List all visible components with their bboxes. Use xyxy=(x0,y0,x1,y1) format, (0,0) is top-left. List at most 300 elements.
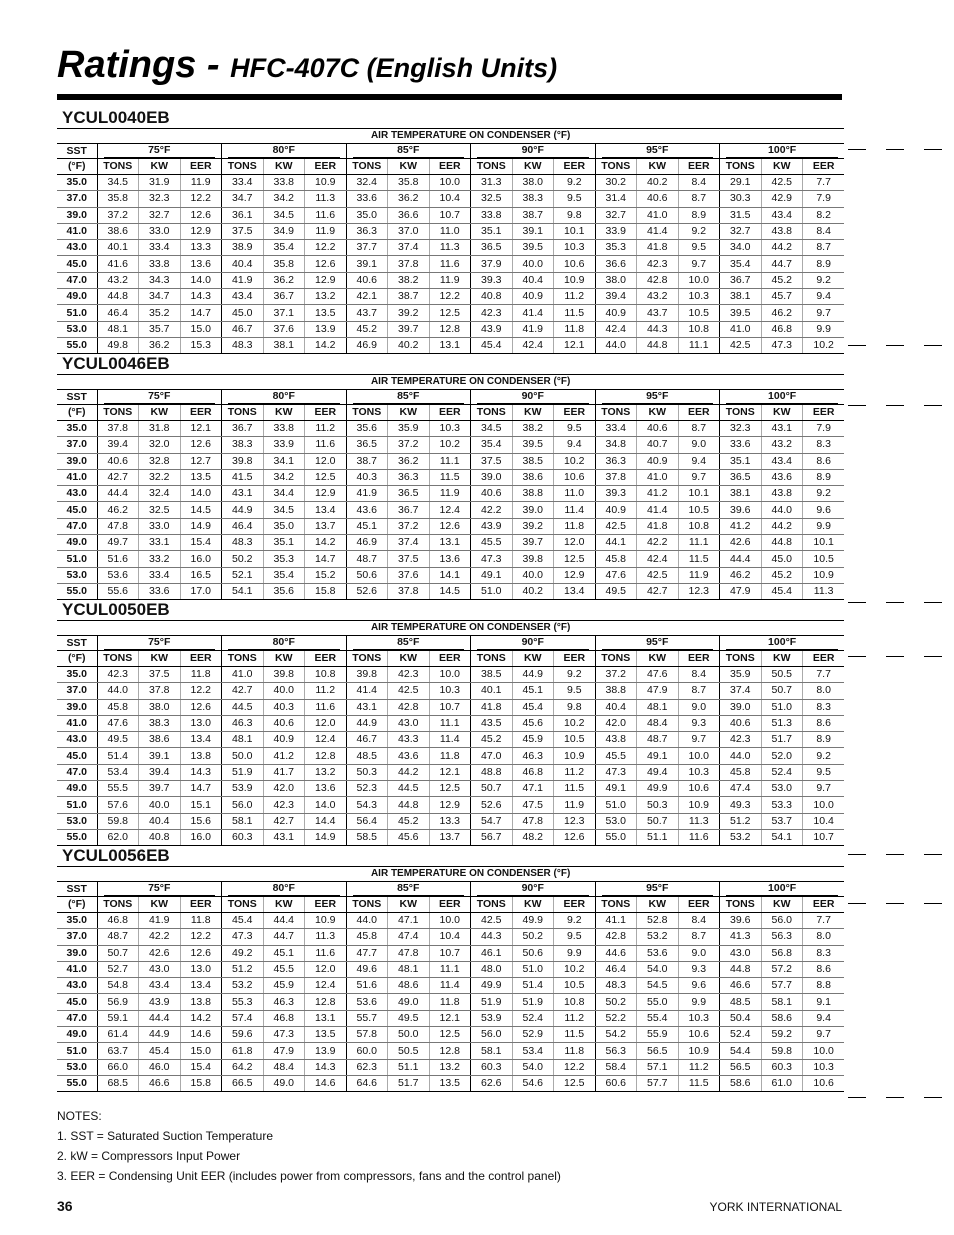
temp-group-header: 80°F xyxy=(222,390,347,405)
column-header: TONS xyxy=(720,405,762,421)
ratings-table xyxy=(57,129,844,354)
table-cell: 39.0 xyxy=(720,699,762,715)
table-cell: 12.0 xyxy=(305,453,347,469)
table-cell: 49.5 xyxy=(388,1010,430,1026)
table-cell: 38.0 xyxy=(512,175,554,191)
table-cell: 44.0 xyxy=(720,748,762,764)
table-cell: 42.6 xyxy=(139,945,181,961)
table-cell: 52.3 xyxy=(346,781,388,797)
table-cell: 40.6 xyxy=(471,486,513,502)
table-cell: 13.5 xyxy=(429,1075,471,1091)
table-cell: 13.5 xyxy=(305,1027,347,1043)
table-cell: 40.6 xyxy=(346,272,388,288)
table-cell: 8.7 xyxy=(678,191,720,207)
sst-cell: 49.0 xyxy=(57,1027,97,1043)
table-cell: 51.4 xyxy=(97,748,139,764)
table-cell: 9.0 xyxy=(678,437,720,453)
table-cell: 40.9 xyxy=(263,732,305,748)
table-cell: 47.9 xyxy=(263,1043,305,1059)
table-cell: 42.8 xyxy=(388,699,430,715)
table-cell: 10.7 xyxy=(803,829,845,845)
table-cell: 13.9 xyxy=(305,1043,347,1059)
table-cell: 39.4 xyxy=(139,764,181,780)
model-heading: YCUL0056EB xyxy=(57,846,844,867)
table-cell: 50.0 xyxy=(222,748,264,764)
title-sub: HFC-407C (English Units) xyxy=(230,53,558,83)
table-cell: 13.6 xyxy=(180,256,222,272)
table-cell: 53.3 xyxy=(761,797,803,813)
table-cell: 48.1 xyxy=(637,699,679,715)
table-cell: 38.5 xyxy=(512,453,554,469)
table-cell: 54.3 xyxy=(346,797,388,813)
table-cell: 43.4 xyxy=(761,207,803,223)
table-cell: 11.2 xyxy=(554,1010,596,1026)
temp-group-header: 95°F xyxy=(595,390,720,405)
table-cell: 51.4 xyxy=(512,978,554,994)
margin-marks xyxy=(848,656,948,658)
table-cell: 45.1 xyxy=(512,683,554,699)
table-cell: 44.0 xyxy=(595,337,637,353)
table-cell: 12.8 xyxy=(429,1043,471,1059)
table-cell: 42.6 xyxy=(720,535,762,551)
table-cell: 62.3 xyxy=(346,1059,388,1075)
table-cell: 13.0 xyxy=(180,961,222,977)
sst-cell: 47.0 xyxy=(57,1010,97,1026)
sst-cell: 53.0 xyxy=(57,321,97,337)
table-cell: 49.5 xyxy=(97,732,139,748)
table-cell: 43.7 xyxy=(346,305,388,321)
table-cell: 11.2 xyxy=(678,1059,720,1075)
table-row xyxy=(57,748,844,764)
table-cell: 34.7 xyxy=(222,191,264,207)
table-cell: 55.7 xyxy=(346,1010,388,1026)
table-cell: 40.9 xyxy=(637,453,679,469)
table-cell: 37.8 xyxy=(388,583,430,599)
table-cell: 33.8 xyxy=(263,421,305,437)
table-cell: 39.5 xyxy=(512,240,554,256)
table-cell: 57.1 xyxy=(637,1059,679,1075)
table-cell: 40.9 xyxy=(512,289,554,305)
table-cell: 52.9 xyxy=(512,1027,554,1043)
table-row xyxy=(57,1075,844,1091)
table-cell: 43.9 xyxy=(471,518,513,534)
column-header: EER xyxy=(678,897,720,913)
table-cell: 12.4 xyxy=(429,502,471,518)
temp-group-header: 95°F xyxy=(595,636,720,651)
table-cell: 48.6 xyxy=(388,978,430,994)
table-row xyxy=(57,945,844,961)
column-header: EER xyxy=(180,159,222,175)
table-cell: 39.4 xyxy=(97,437,139,453)
table-cell: 47.6 xyxy=(97,715,139,731)
table-cell: 38.2 xyxy=(512,421,554,437)
table-cell: 14.0 xyxy=(180,272,222,288)
table-cell: 8.6 xyxy=(803,961,845,977)
table-cell: 15.4 xyxy=(180,535,222,551)
table-cell: 31.9 xyxy=(139,175,181,191)
table-cell: 43.1 xyxy=(222,486,264,502)
table-cell: 48.1 xyxy=(388,961,430,977)
column-header: KW xyxy=(388,159,430,175)
table-cell: 35.9 xyxy=(720,667,762,683)
table-cell: 66.0 xyxy=(97,1059,139,1075)
table-cell: 8.4 xyxy=(678,667,720,683)
table-cell: 39.7 xyxy=(512,535,554,551)
table-cell: 37.9 xyxy=(471,256,513,272)
table-cell: 49.1 xyxy=(595,781,637,797)
table-cell: 10.5 xyxy=(554,978,596,994)
table-cell: 46.9 xyxy=(346,337,388,353)
table-cell: 9.9 xyxy=(803,321,845,337)
table-cell: 9.8 xyxy=(554,207,596,223)
table-cell: 33.4 xyxy=(222,175,264,191)
table-cell: 35.8 xyxy=(263,256,305,272)
table-cell: 40.4 xyxy=(512,272,554,288)
table-cell: 13.5 xyxy=(180,469,222,485)
table-cell: 33.8 xyxy=(139,256,181,272)
table-cell: 30.2 xyxy=(595,175,637,191)
table-cell: 46.8 xyxy=(512,764,554,780)
table-cell: 12.5 xyxy=(429,781,471,797)
table-cell: 12.9 xyxy=(554,567,596,583)
temp-group-header: 80°F xyxy=(222,636,347,651)
table-cell: 44.4 xyxy=(263,913,305,929)
table-cell: 42.1 xyxy=(346,289,388,305)
table-cell: 49.3 xyxy=(720,797,762,813)
table-cell: 10.0 xyxy=(803,797,845,813)
table-row xyxy=(57,961,844,977)
table-cell: 32.3 xyxy=(720,421,762,437)
table-cell: 54.1 xyxy=(222,583,264,599)
table-cell: 35.8 xyxy=(388,175,430,191)
table-cell: 46.4 xyxy=(222,518,264,534)
table-cell: 31.5 xyxy=(720,207,762,223)
table-cell: 54.0 xyxy=(637,961,679,977)
table-row xyxy=(57,797,844,813)
table-cell: 50.3 xyxy=(346,764,388,780)
table-cell: 42.9 xyxy=(761,191,803,207)
table-cell: 41.2 xyxy=(637,486,679,502)
table-row xyxy=(57,207,844,223)
table-cell: 14.6 xyxy=(180,1027,222,1043)
table-row xyxy=(57,421,844,437)
sst-cell: 35.0 xyxy=(57,667,97,683)
table-cell: 9.5 xyxy=(554,421,596,437)
table-cell: 34.8 xyxy=(595,437,637,453)
table-cell: 51.2 xyxy=(720,813,762,829)
table-cell: 56.8 xyxy=(761,945,803,961)
table-cell: 13.4 xyxy=(180,732,222,748)
table-cell: 45.4 xyxy=(471,337,513,353)
table-cell: 45.4 xyxy=(139,1043,181,1059)
table-cell: 11.6 xyxy=(305,207,347,223)
table-cell: 10.2 xyxy=(554,715,596,731)
table-cell: 11.5 xyxy=(554,305,596,321)
table-cell: 11.3 xyxy=(305,191,347,207)
table-cell: 34.9 xyxy=(263,223,305,239)
table-cell: 13.0 xyxy=(180,715,222,731)
table-cell: 41.0 xyxy=(720,321,762,337)
table-row xyxy=(57,567,844,583)
table-row xyxy=(57,583,844,599)
ratings-table xyxy=(57,867,844,1092)
table-cell: 8.9 xyxy=(803,256,845,272)
table-cell: 52.7 xyxy=(97,961,139,977)
table-cell: 57.8 xyxy=(346,1027,388,1043)
table-cell: 50.7 xyxy=(637,813,679,829)
column-header: TONS xyxy=(346,897,388,913)
air-temp-label: AIR TEMPERATURE ON CONDENSER (°F) xyxy=(97,129,844,144)
table-cell: 32.5 xyxy=(139,502,181,518)
table-cell: 44.7 xyxy=(761,256,803,272)
table-cell: 41.2 xyxy=(263,748,305,764)
table-cell: 58.1 xyxy=(761,994,803,1010)
table-cell: 34.3 xyxy=(139,272,181,288)
column-header: EER xyxy=(305,897,347,913)
table-cell: 47.4 xyxy=(720,781,762,797)
sst-cell: 49.0 xyxy=(57,781,97,797)
table-cell: 42.3 xyxy=(471,305,513,321)
temp-group-header: 85°F xyxy=(346,636,471,651)
table-cell: 11.9 xyxy=(305,223,347,239)
table-cell: 56.0 xyxy=(222,797,264,813)
table-cell: 12.2 xyxy=(180,191,222,207)
table-cell: 60.0 xyxy=(346,1043,388,1059)
table-cell: 11.6 xyxy=(305,699,347,715)
table-cell: 31.3 xyxy=(471,175,513,191)
table-cell: 38.0 xyxy=(139,699,181,715)
table-cell: 14.3 xyxy=(180,764,222,780)
table-cell: 46.4 xyxy=(595,961,637,977)
table-cell: 62.0 xyxy=(97,829,139,845)
table-cell: 39.1 xyxy=(346,256,388,272)
table-cell: 10.7 xyxy=(429,945,471,961)
table-cell: 44.6 xyxy=(595,945,637,961)
table-row xyxy=(57,683,844,699)
temp-group-header: 90°F xyxy=(471,882,596,897)
table-cell: 40.4 xyxy=(222,256,264,272)
table-cell: 51.6 xyxy=(97,551,139,567)
table-cell: 35.1 xyxy=(263,535,305,551)
table-cell: 48.7 xyxy=(97,929,139,945)
table-cell: 61.8 xyxy=(222,1043,264,1059)
table-cell: 53.9 xyxy=(471,1010,513,1026)
table-cell: 44.5 xyxy=(388,781,430,797)
model-heading: YCUL0046EB xyxy=(57,354,844,375)
ratings-table xyxy=(57,621,844,846)
table-cell: 36.5 xyxy=(471,240,513,256)
table-cell: 43.9 xyxy=(139,994,181,1010)
table-cell: 35.8 xyxy=(97,191,139,207)
table-cell: 12.1 xyxy=(180,421,222,437)
table-cell: 47.3 xyxy=(761,337,803,353)
table-cell: 53.4 xyxy=(97,764,139,780)
table-cell: 13.9 xyxy=(305,321,347,337)
table-cell: 44.9 xyxy=(346,715,388,731)
table-row xyxy=(57,518,844,534)
column-header: EER xyxy=(429,651,471,667)
column-header: KW xyxy=(637,651,679,667)
table-row xyxy=(57,240,844,256)
table-cell: 53.0 xyxy=(761,781,803,797)
table-cell: 12.8 xyxy=(305,994,347,1010)
table-cell: 36.7 xyxy=(222,421,264,437)
table-cell: 33.1 xyxy=(139,535,181,551)
table-cell: 45.2 xyxy=(471,732,513,748)
table-cell: 47.3 xyxy=(595,764,637,780)
table-cell: 47.8 xyxy=(388,945,430,961)
table-cell: 57.2 xyxy=(761,961,803,977)
table-cell: 10.0 xyxy=(429,913,471,929)
table-cell: 11.0 xyxy=(429,223,471,239)
table-cell: 9.7 xyxy=(803,781,845,797)
table-cell: 44.2 xyxy=(761,518,803,534)
table-cell: 46.2 xyxy=(97,502,139,518)
table-row xyxy=(57,191,844,207)
table-cell: 46.9 xyxy=(346,535,388,551)
table-cell: 11.5 xyxy=(678,1075,720,1091)
table-cell: 40.0 xyxy=(512,567,554,583)
table-cell: 35.1 xyxy=(720,453,762,469)
table-cell: 49.9 xyxy=(471,978,513,994)
table-cell: 44.5 xyxy=(222,699,264,715)
sst-cell: 41.0 xyxy=(57,469,97,485)
sst-cell: 53.0 xyxy=(57,567,97,583)
table-cell: 8.7 xyxy=(678,683,720,699)
temp-group-header: 100°F xyxy=(720,144,845,159)
table-cell: 30.3 xyxy=(720,191,762,207)
table-cell: 39.8 xyxy=(346,667,388,683)
table-cell: 38.1 xyxy=(263,337,305,353)
table-cell: 10.9 xyxy=(803,567,845,583)
table-cell: 9.7 xyxy=(678,256,720,272)
table-cell: 51.9 xyxy=(471,994,513,1010)
table-cell: 35.0 xyxy=(263,518,305,534)
table-cell: 13.2 xyxy=(305,289,347,305)
column-header: EER xyxy=(803,405,845,421)
margin-marks xyxy=(848,405,948,407)
table-cell: 12.2 xyxy=(180,929,222,945)
table-cell: 42.7 xyxy=(222,683,264,699)
table-cell: 35.9 xyxy=(388,421,430,437)
table-cell: 36.5 xyxy=(720,469,762,485)
table-cell: 11.0 xyxy=(554,486,596,502)
table-cell: 50.0 xyxy=(388,1027,430,1043)
table-cell: 15.4 xyxy=(180,1059,222,1075)
table-cell: 44.8 xyxy=(388,797,430,813)
column-header: KW xyxy=(388,405,430,421)
column-header: KW xyxy=(761,651,803,667)
table-cell: 41.6 xyxy=(97,256,139,272)
column-header: KW xyxy=(263,159,305,175)
column-header: TONS xyxy=(471,651,513,667)
column-header: TONS xyxy=(222,897,264,913)
table-cell: 32.7 xyxy=(139,207,181,223)
table-cell: 43.1 xyxy=(761,421,803,437)
table-cell: 43.1 xyxy=(346,699,388,715)
table-cell: 39.2 xyxy=(388,305,430,321)
table-row xyxy=(57,535,844,551)
table-cell: 15.1 xyxy=(180,797,222,813)
table-cell: 54.8 xyxy=(97,978,139,994)
table-cell: 44.9 xyxy=(512,667,554,683)
table-cell: 42.0 xyxy=(263,781,305,797)
column-header: KW xyxy=(139,159,181,175)
table-cell: 40.7 xyxy=(637,437,679,453)
table-cell: 33.6 xyxy=(139,583,181,599)
sst-label: SST xyxy=(57,390,97,405)
table-cell: 43.7 xyxy=(637,305,679,321)
table-cell: 37.4 xyxy=(388,240,430,256)
table-cell: 8.9 xyxy=(803,732,845,748)
table-cell: 12.6 xyxy=(180,207,222,223)
table-cell: 9.9 xyxy=(554,945,596,961)
table-cell: 46.8 xyxy=(263,1010,305,1026)
table-cell: 52.4 xyxy=(720,1027,762,1043)
table-cell: 37.2 xyxy=(388,518,430,534)
table-cell: 39.8 xyxy=(512,551,554,567)
table-row xyxy=(57,551,844,567)
table-cell: 37.4 xyxy=(720,683,762,699)
ratings-table xyxy=(57,375,844,600)
table-cell: 40.2 xyxy=(512,583,554,599)
table-cell: 11.8 xyxy=(180,667,222,683)
table-cell: 8.2 xyxy=(803,207,845,223)
table-cell: 16.0 xyxy=(180,551,222,567)
table-cell: 45.4 xyxy=(512,699,554,715)
sst-cell: 39.0 xyxy=(57,699,97,715)
table-cell: 10.5 xyxy=(678,502,720,518)
table-cell: 39.0 xyxy=(471,469,513,485)
table-cell: 42.5 xyxy=(388,683,430,699)
table-cell: 42.7 xyxy=(637,583,679,599)
table-cell: 40.0 xyxy=(512,256,554,272)
sst-cell: 45.0 xyxy=(57,256,97,272)
table-cell: 38.6 xyxy=(512,469,554,485)
table-cell: 50.5 xyxy=(388,1043,430,1059)
table-cell: 42.5 xyxy=(720,337,762,353)
column-header: KW xyxy=(139,651,181,667)
table-cell: 46.1 xyxy=(471,945,513,961)
table-row xyxy=(57,994,844,1010)
table-cell: 45.0 xyxy=(761,551,803,567)
table-cell: 44.8 xyxy=(720,961,762,977)
column-header: KW xyxy=(512,897,554,913)
table-cell: 31.4 xyxy=(595,191,637,207)
table-cell: 10.5 xyxy=(678,305,720,321)
table-cell: 45.1 xyxy=(263,945,305,961)
table-cell: 32.7 xyxy=(595,207,637,223)
table-cell: 9.5 xyxy=(803,764,845,780)
table-cell: 44.8 xyxy=(761,535,803,551)
column-header: EER xyxy=(305,159,347,175)
table-cell: 14.7 xyxy=(180,781,222,797)
table-cell: 34.5 xyxy=(471,421,513,437)
table-cell: 36.7 xyxy=(720,272,762,288)
table-cell: 10.4 xyxy=(429,191,471,207)
table-row xyxy=(57,699,844,715)
table-cell: 32.7 xyxy=(720,223,762,239)
table-cell: 33.4 xyxy=(139,567,181,583)
table-cell: 51.2 xyxy=(222,961,264,977)
table-cell: 32.2 xyxy=(139,469,181,485)
sst-cell: 39.0 xyxy=(57,453,97,469)
column-header: TONS xyxy=(471,405,513,421)
table-cell: 15.2 xyxy=(305,567,347,583)
notes xyxy=(57,1106,561,1186)
temp-group-header: 100°F xyxy=(720,882,845,897)
table-cell: 38.8 xyxy=(512,486,554,502)
